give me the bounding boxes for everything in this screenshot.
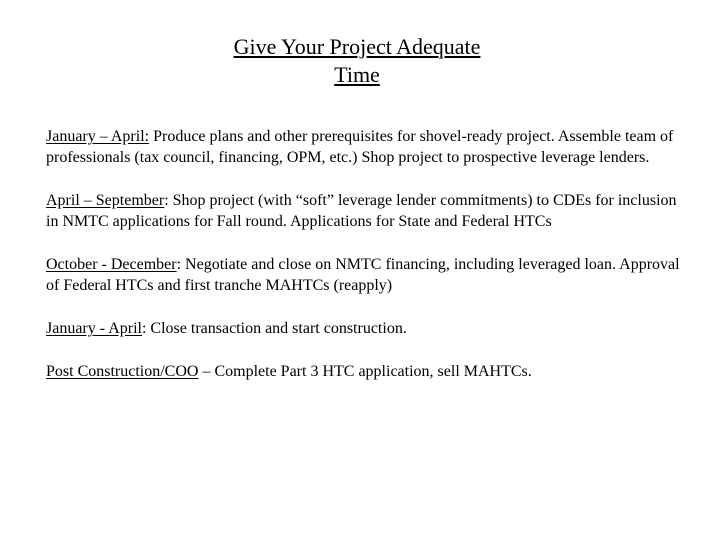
page-title xyxy=(0,33,714,89)
period-label: Post Construction/COO xyxy=(46,363,199,380)
title-line-1: Give Your Project Adequate xyxy=(233,34,481,59)
timeline-paragraph-oct-dec xyxy=(46,254,686,296)
period-description: : Close transaction and start construction. xyxy=(141,320,407,337)
timeline-body xyxy=(46,126,686,382)
title-line-2: Time xyxy=(334,62,380,87)
period-description: Produce plans and other prerequisites for shovel-ready project. Assemble team of professionals (tax council, financing, OPM, etc.) Shop project to prospective leverage lenders. xyxy=(46,128,674,166)
timeline-paragraph-post-construction xyxy=(46,361,686,382)
period-description: : Shop project (with “soft” leverage lender commitments) to CDEs for inclusion in NMTC applications for Fall round. Applications for State and Federal HTCs xyxy=(46,192,677,230)
timeline-paragraph-jan-apr xyxy=(46,126,686,168)
period-label: January – April: xyxy=(46,128,150,145)
period-label: April – September xyxy=(46,192,165,209)
period-label: October - December xyxy=(46,256,177,273)
timeline-paragraph-jan-apr-close xyxy=(46,318,686,339)
period-description: – Complete Part 3 HTC application, sell MAHTCs. xyxy=(198,363,532,380)
period-label: January - April xyxy=(46,320,142,337)
timeline-paragraph-apr-sep xyxy=(46,190,686,232)
period-description: : Negotiate and close on NMTC financing, including leveraged loan. Approval of Federal HTCs and first tranche MAHTCs (reapply) xyxy=(46,256,680,294)
